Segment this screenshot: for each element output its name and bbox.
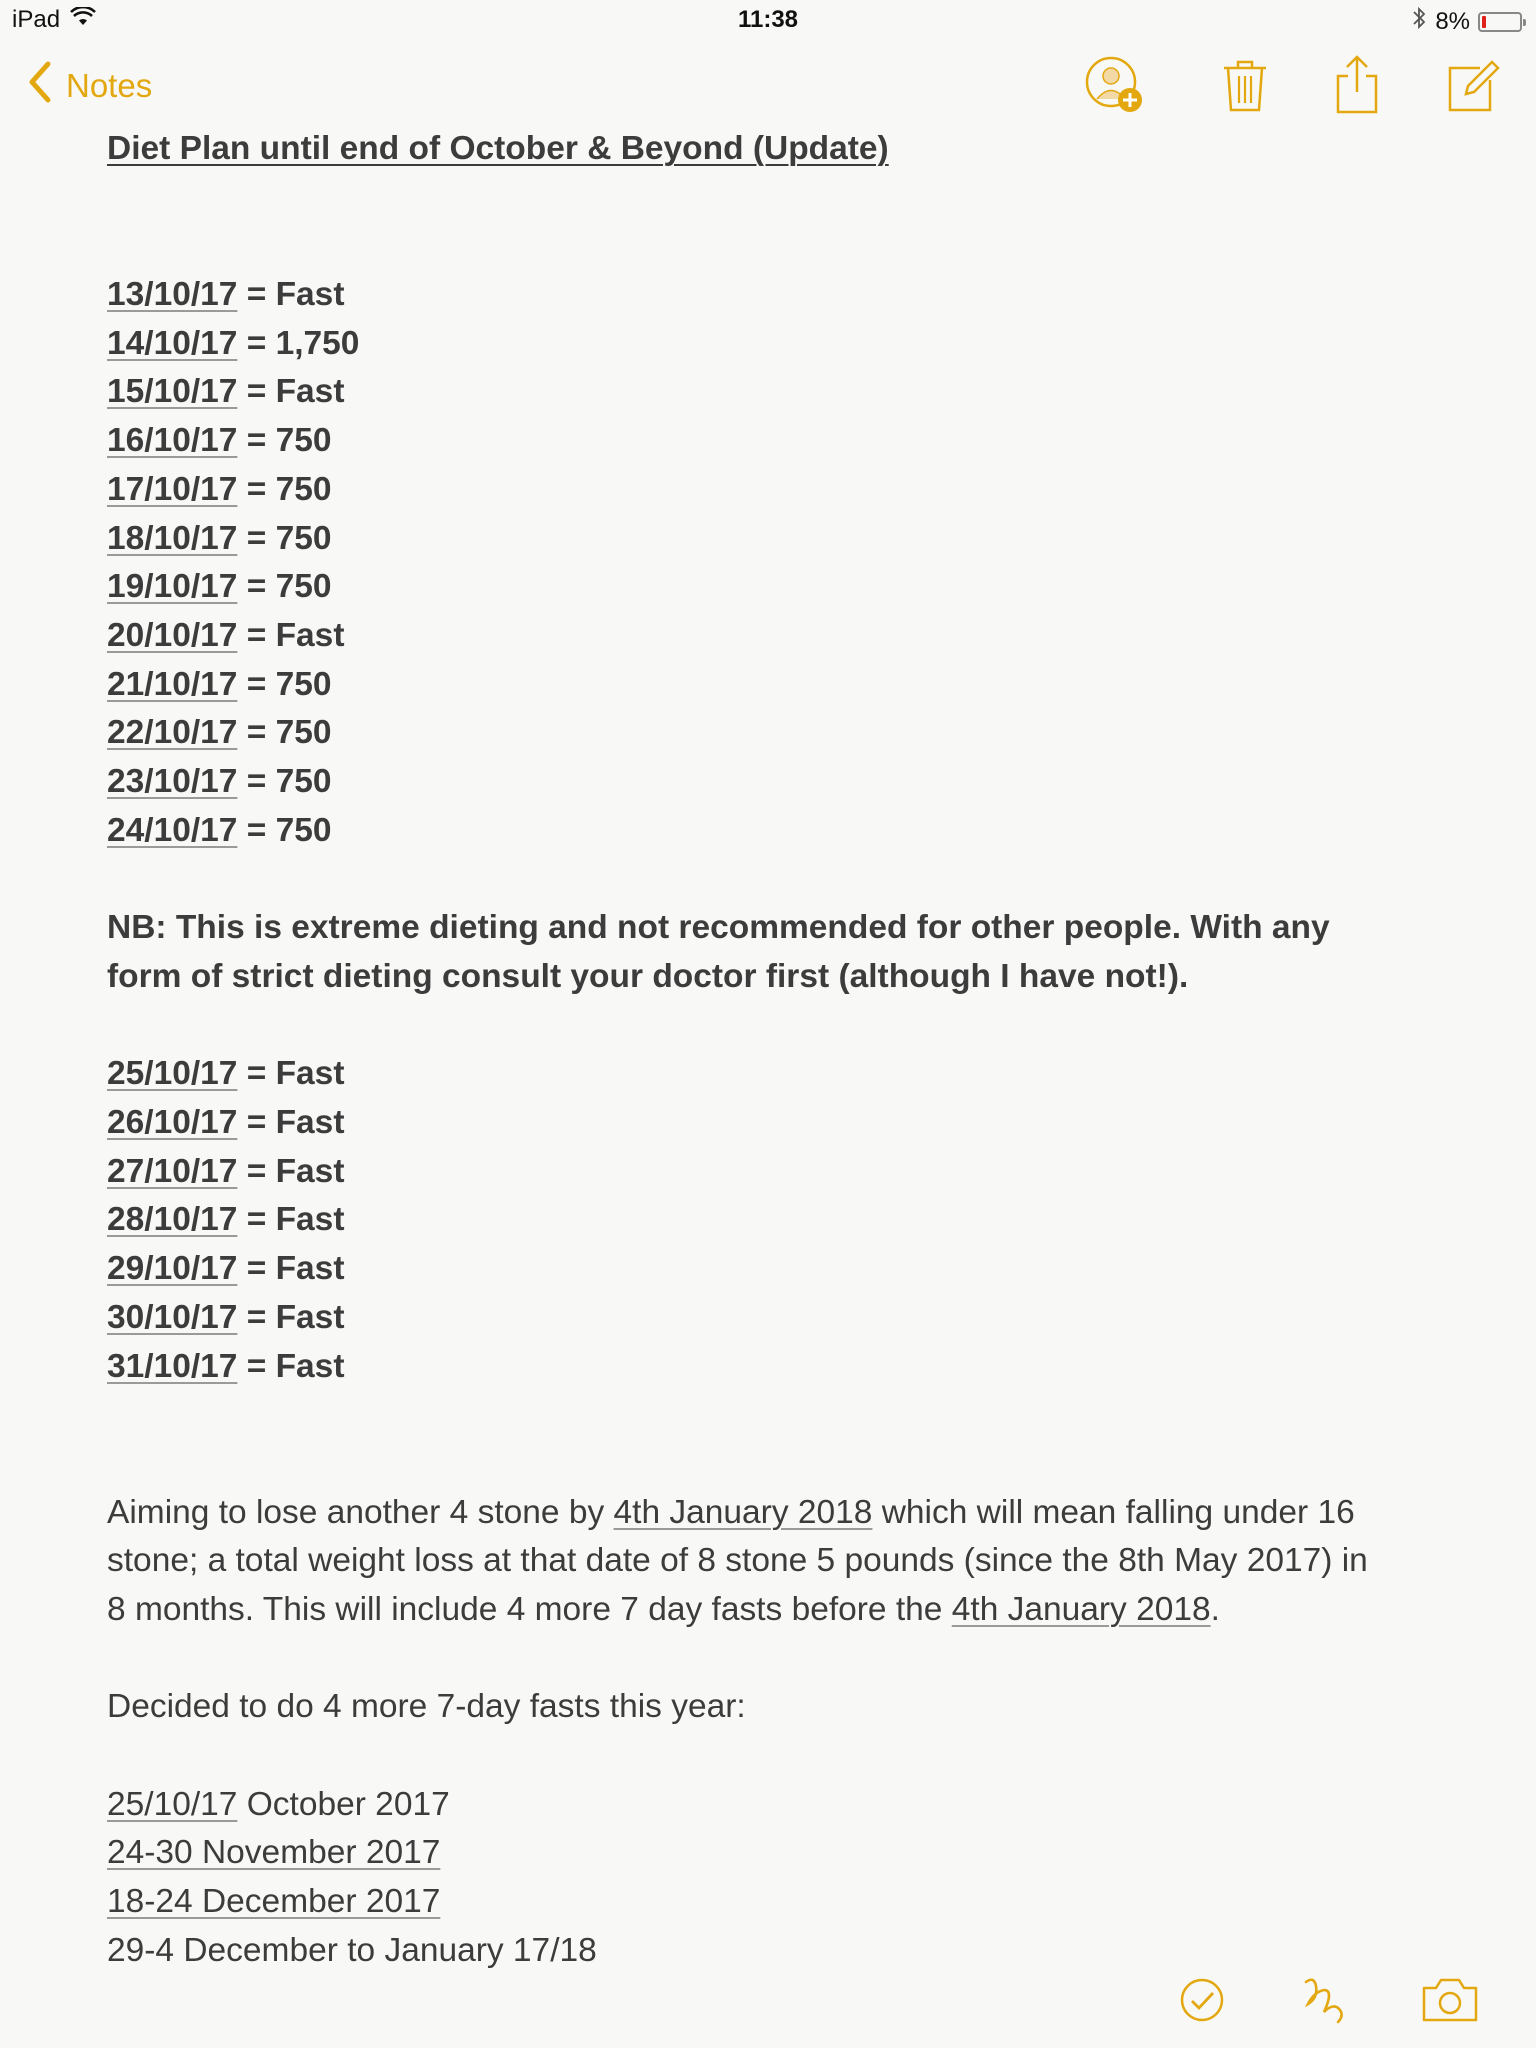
plan-row: 22/10/17 = 750	[107, 714, 332, 752]
checkmark-circle-icon[interactable]	[1170, 1968, 1234, 2032]
date-link[interactable]: 4th January 2018	[951, 1591, 1211, 1628]
bluetooth-icon	[1411, 6, 1427, 37]
fast-row	[107, 1829, 1437, 1878]
add-person-icon[interactable]	[1084, 54, 1146, 116]
plan-row: 25/10/17 = Fast	[107, 1055, 345, 1093]
plan-row: 29/10/17 = Fast	[107, 1250, 345, 1288]
plan-row: 27/10/17 = Fast	[107, 1152, 345, 1190]
note-title: Diet Plan until end of October & Beyond (Update)	[107, 130, 889, 167]
back-button[interactable]	[26, 60, 152, 112]
aim-paragraph-line: 8 months. This will include 4 more 7 day fasts before the 4th January 2018.	[107, 1591, 1220, 1628]
decided-line: Decided to do 4 more 7-day fasts this year:	[107, 1688, 746, 1726]
plan-list-2	[107, 1050, 1437, 1391]
camera-icon[interactable]	[1418, 1968, 1482, 2032]
fast-list	[107, 1781, 1437, 1976]
device-name: iPad	[12, 6, 61, 33]
date-link[interactable]: 24-30 November 2017	[107, 1834, 441, 1872]
plan-row: 19/10/17 = 750	[107, 568, 332, 606]
status-right	[1411, 6, 1522, 37]
sketch-icon[interactable]	[1294, 1968, 1358, 2032]
plan-row: 17/10/17 = 750	[107, 470, 332, 508]
plan-row: 23/10/17 = 750	[107, 763, 332, 801]
fast-row	[107, 1878, 1437, 1927]
nb-line: form of strict dieting consult your doctor first (although I have not!).	[107, 957, 1189, 995]
date-link[interactable]: 4th January 2018	[613, 1493, 873, 1531]
plan-row: 14/10/17 = 1,750	[107, 324, 360, 362]
plan-row: 28/10/17 = Fast	[107, 1201, 345, 1239]
date-link[interactable]: 25/10/17	[107, 1785, 238, 1823]
compose-icon[interactable]	[1440, 54, 1502, 116]
plan-row: 16/10/17 = 750	[107, 422, 332, 460]
nb-line: NB: This is extreme dieting and not recommended for other people. With any	[107, 909, 1330, 947]
fast-row: 25/10/17 October 2017	[107, 1785, 450, 1823]
plan-row: 20/10/17 = Fast	[107, 617, 345, 654]
note-body[interactable]	[107, 125, 1437, 1976]
status-bar	[0, 0, 1536, 40]
share-icon[interactable]	[1326, 54, 1388, 116]
plan-row: 30/10/17 = Fast	[107, 1298, 345, 1336]
trash-icon[interactable]	[1214, 54, 1276, 116]
plan-row: 13/10/17 = Fast	[107, 276, 345, 314]
battery-percent: 8%	[1435, 7, 1470, 35]
plan-row: 24/10/17 = 750	[107, 811, 332, 849]
bottom-toolbar	[0, 1958, 1536, 2048]
nav-bar	[0, 40, 1536, 126]
plan-row: 15/10/17 = Fast	[107, 373, 345, 411]
fast-row: 29-4 December to January 17/18	[107, 1931, 597, 1969]
status-time: 11:38	[737, 6, 799, 33]
aim-paragraph-line: stone; a total weight loss at that date of 8 stone 5 pounds (since the 8th May 2017) in	[107, 1542, 1368, 1580]
plan-row: 18/10/17 = 750	[107, 519, 332, 557]
plan-row: 31/10/17 = Fast	[107, 1347, 345, 1385]
plan-row: 21/10/17 = 750	[107, 665, 332, 703]
back-label: Notes	[66, 67, 153, 104]
date-link[interactable]: 18-24 December 2017	[107, 1883, 441, 1921]
aim-paragraph-line: Aiming to lose another 4 stone by 4th January 2018 which will mean falling under 16	[107, 1493, 1355, 1531]
chevron-left-icon	[26, 60, 54, 112]
plan-row: 26/10/17 = Fast	[107, 1104, 345, 1141]
battery-icon	[1478, 12, 1522, 32]
plan-list-1	[107, 271, 1437, 855]
